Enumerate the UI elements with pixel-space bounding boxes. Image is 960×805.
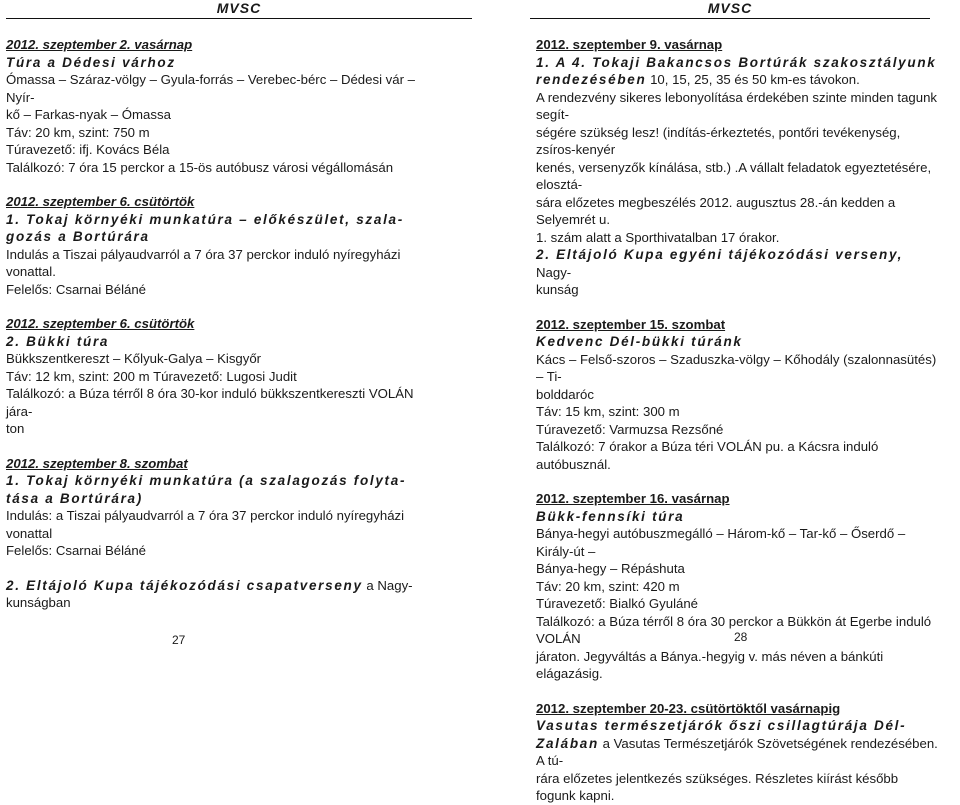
event-text: Találkozó: 7 órakor a Búza téri VOLÁN pu. a Kácsra induló autóbusznál.: [536, 439, 879, 472]
event-text: kunságban: [6, 595, 71, 610]
event-title-row: [6, 577, 430, 595]
event-text: bolddaróc: [536, 386, 594, 402]
page-number: 27: [172, 633, 186, 647]
event-text: kő – Farkas-nyak – Ómassa: [6, 107, 171, 122]
event-text: sára előzetes megbeszélés 2012. augusztus 28.-án kedden a Selyemrét u.: [536, 194, 896, 227]
event-text: Találkozó: a Búza térről 8 óra 30-kor induló bükkszentkereszti VOLÁN jára-: [6, 386, 414, 419]
spacer: [6, 176, 430, 193]
event-date: 2012. szeptember 2. vasárnap: [6, 37, 193, 52]
event-date: 2012. szeptember 9. vasárnap: [536, 37, 723, 52]
event-title-rest: 10, 15, 25, 35 és 50 km-es távokon.: [646, 72, 860, 87]
event-date: 2012. szeptember 8. szombat: [6, 455, 188, 471]
event-text: rára előzetes jelentkezés szükséges. Részletes kiírást később fogunk kapni.: [536, 770, 899, 803]
event-text: Táv: 15 km, szint: 300 m: [536, 404, 680, 419]
event-title-row: [536, 71, 938, 89]
event-title-cont: Zalában: [536, 735, 599, 751]
page-number: 28: [734, 630, 748, 644]
event-text: Ómassa – Száraz-völgy – Gyula-forrás – Verebec-bérc – Dédesi vár – Nyír-: [6, 72, 415, 105]
event-title: Kedvenc Dél-bükki túránk: [536, 334, 743, 349]
event-text: Indulás: a Tiszai pályaudvarról a 7 óra 37 perckor induló nyíregyházi vonattal: [6, 508, 405, 541]
event-text: Felelős: Csarnai Béláné: [6, 281, 147, 297]
page-header: MVSC: [6, 0, 472, 19]
event-text: Találkozó: a Búza térről 8 óra 30 perckor a Bükkön át Egerbe induló VOLÁN: [536, 613, 932, 646]
event-title: 1. Tokaj környéki munkatúra – előkészület, szala-: [6, 211, 404, 227]
event-title: Túra a Dédesi várhoz: [6, 54, 176, 70]
page-header: MVSC: [530, 0, 930, 19]
spacer: [536, 473, 938, 490]
event-title-rest: Nagy-: [536, 264, 572, 280]
event-text: Táv: 20 km, szint: 420 m: [536, 578, 680, 594]
event-date: 2012. szeptember 16. vasárnap: [536, 491, 730, 506]
page-right: [480, 0, 960, 803]
event-text: A rendezvény sikeres lebonyolítása érdekében szinte minden tagunk segít-: [536, 89, 938, 122]
event-text: Bükkszentkereszt – Kőlyuk-Galya – Kisgyőr: [6, 351, 262, 366]
event-title-row: [536, 246, 938, 281]
event-title-cont: tása a Bortúrára): [6, 490, 143, 506]
event-title: 2. Eltájoló Kupa egyéni tájékozódási verseny,: [536, 247, 904, 262]
event-text: Táv: 20 km, szint: 750 m: [6, 124, 150, 140]
spacer: [536, 299, 938, 316]
event-text: Indulás a Tiszai pályaudvarról a 7 óra 37 perckor induló nyíregyházi vonattal.: [6, 246, 401, 279]
event-date: 2012. szeptember 6. csütörtök: [6, 316, 195, 331]
event-text: Találkozó: 7 óra 15 perckor a 15-ös autóbusz városi végállomásán: [6, 159, 394, 175]
event-date: 2012. szeptember 6. csütörtök: [6, 194, 195, 209]
event-date: 2012. szeptember 15. szombat: [536, 316, 726, 332]
event-title: 1. A 4. Tokaji Bakancsos Bortúrák szakosztályunk: [536, 54, 937, 70]
event-title-rest: a Nagy-: [362, 577, 413, 593]
event-text: Bánya-hegy – Répáshuta: [536, 561, 685, 576]
spacer: [6, 560, 430, 577]
right-column: [536, 36, 938, 805]
left-column: [6, 36, 430, 612]
event-title: 2. Bükki túra: [6, 333, 110, 349]
event-title-row: [536, 735, 938, 770]
page-left: [0, 0, 480, 645]
event-text: Túravezető: Varmuzsa Rezsőné: [536, 421, 724, 437]
event-title: Vasutas természetjárók őszi csillagtúrája Dél-: [536, 718, 907, 733]
spacer: [536, 683, 938, 700]
spacer: [6, 298, 430, 315]
event-text: kenés, versenyzők kínálása, stb.) .A vállalt feladatok egyeztetésére, elosztá-: [536, 159, 932, 192]
event-text: Kács – Felső-szoros – Szaduszka-völgy – Kőhodály (szalonnasütés) – Ti-: [536, 351, 937, 384]
event-title-rest: a Vasutas Természetjárók Szövetségének rendezésében. A tú-: [536, 735, 938, 768]
event-title-cont: rendezésében: [536, 72, 647, 87]
event-title: 2. Eltájoló Kupa tájékozódási csapatverseny: [6, 577, 363, 593]
event-title: Bükk-fennsíki túra: [536, 508, 685, 524]
event-text: ton: [6, 421, 25, 436]
event-text: 1. szám alatt a Sporthivatalban 17 órakor.: [536, 229, 780, 245]
event-text: kunság: [536, 282, 579, 297]
event-text: Táv: 12 km, szint: 200 m Túravezető: Lugosi Judit: [6, 368, 297, 384]
event-date: 2012. szeptember 20-23. csütörtöktől vasárnapig: [536, 700, 841, 716]
event-title-cont: gozás a Bortúrára: [6, 229, 150, 244]
event-text: Túravezető: Bialkó Gyuláné: [536, 596, 698, 611]
event-text: járaton. Jegyváltás a Bánya.-hegyig v. más néven a bánkúti elágazásig.: [536, 648, 884, 681]
spacer: [6, 438, 430, 455]
event-text: ségére szükség lesz! (indítás-érkeztetés, pontőri tevékenység, zsíros-kenyér: [536, 124, 901, 157]
event-title: 1. Tokaj környéki munkatúra (a szalagozás folyta-: [6, 473, 407, 488]
event-text: Felelős: Csarnai Béláné: [6, 543, 147, 558]
event-text: Bánya-hegyi autóbuszmegálló – Három-kő – Tar-kő – Őserdő – Király-út –: [536, 526, 906, 559]
event-text: Túravezető: ifj. Kovács Béla: [6, 142, 170, 157]
